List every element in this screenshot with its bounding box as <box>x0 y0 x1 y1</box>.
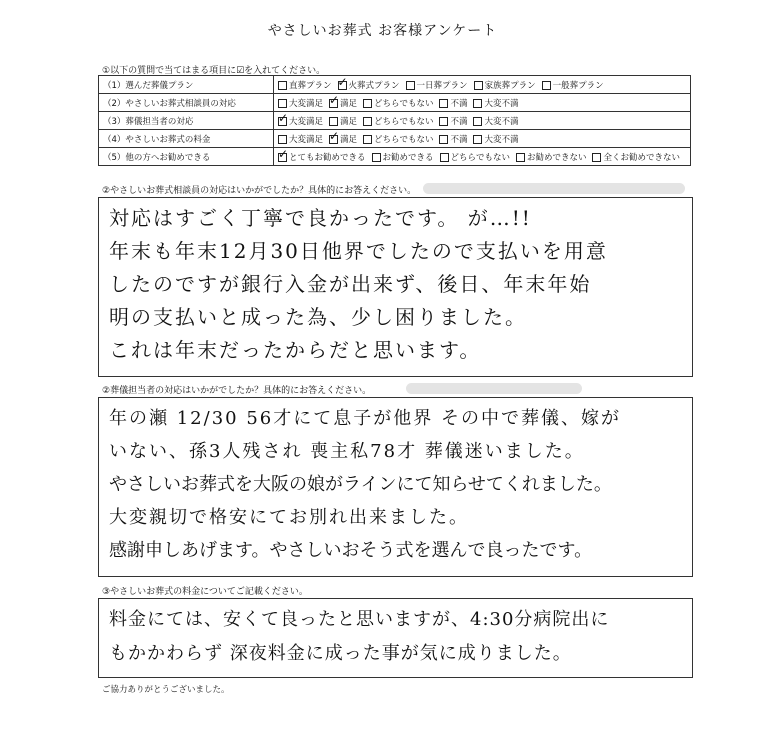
option-label: 不満 <box>450 116 468 127</box>
checkbox-option[interactable] <box>278 79 332 91</box>
option-label: 大変不満 <box>484 134 519 145</box>
q4-line: 料金にては、安くて良ったと思いますが、4:30分病院出に <box>109 609 610 630</box>
redaction-bar <box>406 383 582 394</box>
question-label: （5）他の方へお勧めできる <box>99 148 274 166</box>
option-label: 大変満足 <box>289 116 324 127</box>
checkbox-icon[interactable] <box>278 135 287 144</box>
redaction-bar <box>423 183 685 194</box>
q2-line: 年末も年末12月30日他界でしたので支払いを用意 <box>109 239 608 263</box>
option-label: 直葬プラン <box>289 80 332 91</box>
checkbox-icon[interactable] <box>372 153 381 162</box>
q3-line: 大変親切で格安にてお別れ出来ました。 <box>109 507 469 528</box>
footer-thanks: ご協力ありがとうございました。 <box>102 685 230 695</box>
q3-answer-box <box>98 397 693 577</box>
q4-line: もかかわらず 深夜料金に成った事が気に成りました。 <box>109 643 572 664</box>
checkbox-option[interactable] <box>363 133 433 145</box>
checkbox-option[interactable] <box>329 133 357 145</box>
option-label: どちらでもない <box>374 116 434 127</box>
checkbox-icon[interactable] <box>363 99 372 108</box>
q3-line: いない、孫3人残され 喪主私78才 葬儀迷いました。 <box>109 441 585 462</box>
q3-heading: ②葬儀担当者の対応はいかがでしたか？具体的にお答えください。 <box>102 386 372 396</box>
checkbox-option[interactable] <box>542 79 604 91</box>
checked-box-icon[interactable] <box>278 117 287 126</box>
checkbox-icon[interactable] <box>278 99 287 108</box>
q3-line: 年の瀬 12/30 56才にて息子が他界 その中で葬儀、嫁が <box>109 408 621 429</box>
rating-row <box>99 112 691 130</box>
question-label: （4）やさしいお葬式の料金 <box>99 130 274 148</box>
q3-line: やさしいお葬式を大阪の娘がラインにて知らせてくれました。 <box>109 474 612 495</box>
q4-heading: ③やさしいお葬式の料金についてご記載ください。 <box>102 587 308 597</box>
survey-title: やさしいお葬式 お客様アンケート <box>267 23 498 39</box>
checkbox-option[interactable] <box>278 97 323 109</box>
checkbox-icon[interactable] <box>439 99 448 108</box>
option-label: どちらでもない <box>374 134 434 145</box>
options-cell <box>274 148 691 166</box>
checked-box-icon[interactable] <box>338 81 347 90</box>
option-label: 大変満足 <box>289 134 324 145</box>
option-label: 不満 <box>450 98 468 109</box>
option-label: お勧めできない <box>526 152 587 163</box>
checkbox-icon[interactable] <box>363 117 372 126</box>
option-label: 一日葬プラン <box>416 80 468 91</box>
checkbox-icon[interactable] <box>406 81 415 90</box>
option-label: どちらでもない <box>374 98 434 109</box>
options-cell <box>274 76 691 94</box>
checkbox-option[interactable] <box>363 115 433 127</box>
q4-answer-box <box>98 598 693 678</box>
options-cell <box>274 94 691 112</box>
q2-line: これは年末だったからだと思います。 <box>109 338 482 362</box>
checkbox-option[interactable] <box>278 115 323 127</box>
checkbox-option[interactable] <box>329 97 357 109</box>
checkbox-option[interactable] <box>363 97 433 109</box>
option-label: 火葬式プラン <box>348 80 400 91</box>
checkbox-option[interactable] <box>406 79 468 91</box>
checkbox-icon[interactable] <box>473 99 482 108</box>
checkbox-icon[interactable] <box>363 135 372 144</box>
checkbox-icon[interactable] <box>474 81 483 90</box>
q3-line: 感謝申しあげます。やさしいおそう式を選んで良ったです。 <box>109 540 593 561</box>
rating-table <box>98 75 691 166</box>
option-label: お勧めできる <box>382 152 434 163</box>
checkbox-option[interactable] <box>329 115 357 127</box>
checked-box-icon[interactable] <box>278 153 287 162</box>
checkbox-icon[interactable] <box>439 117 448 126</box>
checkbox-option[interactable] <box>439 97 467 109</box>
q2-heading: ②やさしいお葬式相談員の対応はいかがでしたか？具体的にお答えください。 <box>102 186 417 196</box>
checkbox-icon[interactable] <box>542 81 551 90</box>
q2-line: 明の支払いと成った為、少し困りました。 <box>109 305 527 329</box>
checkbox-option[interactable] <box>474 79 536 91</box>
option-label: 全くお勧めできない <box>603 152 680 163</box>
option-label: とてもお勧めできる <box>289 152 366 163</box>
rating-row <box>99 148 691 166</box>
option-label: 満足 <box>340 134 358 145</box>
checkbox-icon[interactable] <box>592 153 601 162</box>
checkbox-icon[interactable] <box>473 117 482 126</box>
checkbox-icon[interactable] <box>439 135 448 144</box>
option-label: 一般葬プラン <box>552 80 604 91</box>
checkbox-option[interactable] <box>440 151 510 163</box>
q1-heading: ①以下の質問で当てはまる項目に☑を入れてください。 <box>102 66 326 76</box>
checkbox-icon[interactable] <box>278 81 287 90</box>
q2-answer-box <box>98 197 693 377</box>
question-label: （1）選んだ葬儀プラン <box>99 76 274 94</box>
options-cell <box>274 130 691 148</box>
checkbox-option[interactable] <box>278 151 366 163</box>
rating-row <box>99 94 691 112</box>
checkbox-icon[interactable] <box>440 153 449 162</box>
checked-box-icon[interactable] <box>329 99 338 108</box>
question-label: （2）やさしいお葬式相談員の対応 <box>99 94 274 112</box>
checkbox-option[interactable] <box>338 79 400 91</box>
option-label: 満足 <box>340 98 358 109</box>
checkbox-option[interactable] <box>439 115 467 127</box>
option-label: 家族葬プラン <box>484 80 536 91</box>
checkbox-option[interactable] <box>473 97 518 109</box>
rating-row <box>99 130 691 148</box>
q2-line: したのですが銀行入金が出来ず、後日、年末年始 <box>109 272 592 296</box>
option-label: 大変不満 <box>484 98 519 109</box>
question-label: （3）葬儀担当者の対応 <box>99 112 274 130</box>
option-label: 不満 <box>450 134 468 145</box>
checkbox-icon[interactable] <box>329 117 338 126</box>
options-cell <box>274 112 691 130</box>
checkbox-icon[interactable] <box>473 135 482 144</box>
checkbox-option[interactable] <box>372 151 434 163</box>
checkbox-option[interactable] <box>278 133 323 145</box>
checkbox-option[interactable] <box>439 133 467 145</box>
option-label: どちらでもない <box>450 152 510 163</box>
checkbox-icon[interactable] <box>516 153 525 162</box>
checked-box-icon[interactable] <box>329 135 338 144</box>
option-label: 満足 <box>340 116 358 127</box>
q2-line: 対応はすごく丁寧で良かったです。 が…!! <box>109 206 532 230</box>
option-label: 大変不満 <box>484 116 519 127</box>
checkbox-option[interactable] <box>592 151 680 163</box>
option-label: 大変満足 <box>289 98 324 109</box>
checkbox-option[interactable] <box>473 115 518 127</box>
checkbox-option[interactable] <box>516 151 587 163</box>
rating-row <box>99 76 691 94</box>
checkbox-option[interactable] <box>473 133 518 145</box>
